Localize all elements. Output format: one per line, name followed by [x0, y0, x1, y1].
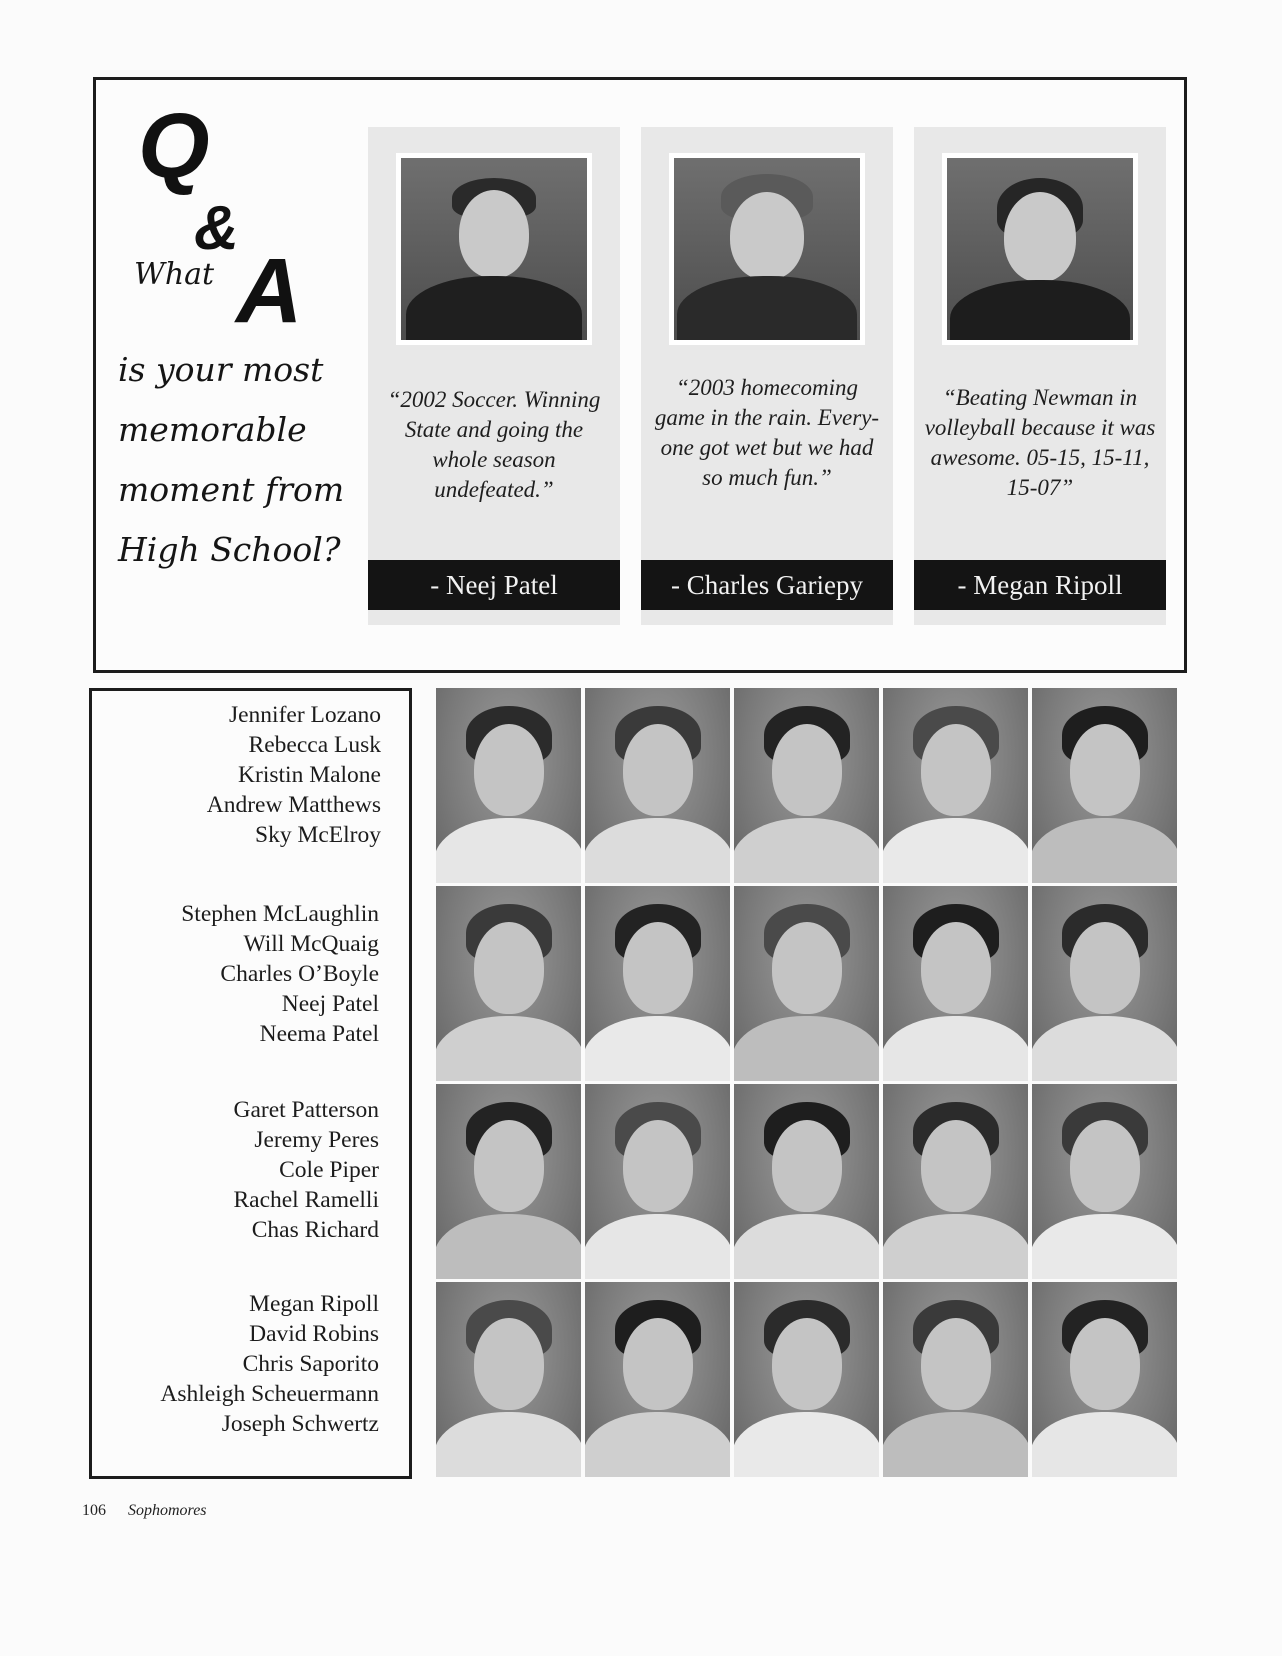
student-portrait [1032, 886, 1177, 1081]
student-name: Garet Patterson [233, 1097, 379, 1123]
qa-question-line: moment from [118, 470, 345, 509]
qa-nameplate: - Megan Ripoll [914, 560, 1166, 610]
student-name: Jeremy Peres [254, 1127, 379, 1153]
student-portrait [436, 1282, 581, 1477]
qa-quote: “2003 homecoming game in the rain. Every-one got wet but we had so much fun.” [654, 375, 880, 490]
qa-question-line: What [134, 257, 215, 292]
student-name: Jennifer Lozano [228, 702, 381, 728]
qa-photo [669, 153, 865, 345]
qa-question-rest [118, 340, 358, 580]
student-portrait [585, 1084, 730, 1279]
portrait-photo-icon [585, 886, 730, 1081]
qa-question-line: High School? [118, 530, 341, 569]
student-name: Andrew Matthews [206, 792, 381, 818]
page-footer [82, 1502, 207, 1520]
student-portrait [436, 886, 581, 1081]
student-portrait [734, 1282, 879, 1477]
student-name: Charles O’Boyle [220, 961, 379, 987]
student-portrait [883, 1282, 1028, 1477]
student-name: Cole Piper [279, 1157, 379, 1183]
student-name: Sky McElroy [255, 822, 381, 848]
section-name: Sophomores [128, 1502, 207, 1519]
portrait-photo-icon [1032, 1084, 1177, 1279]
portrait-photo-icon [734, 1084, 879, 1279]
student-name: Neema Patel [259, 1021, 379, 1047]
portrait-photo-icon [1032, 886, 1177, 1081]
qa-box [93, 77, 1187, 673]
qa-question-line: memorable [118, 410, 307, 449]
student-name: Joseph Schwertz [221, 1411, 379, 1437]
portrait-photo-icon [883, 1282, 1028, 1477]
name-group [181, 899, 379, 1049]
student-name: Chris Saporito [242, 1351, 379, 1377]
portrait-photo-icon [585, 1282, 730, 1477]
qa-panel [641, 127, 893, 625]
student-name: Will McQuaig [243, 931, 379, 957]
student-portrait [883, 688, 1028, 883]
portrait-photo-icon [883, 886, 1028, 1081]
names-box [89, 688, 412, 1479]
qa-question-line: is your most [118, 350, 324, 389]
student-name: Neej Patel [281, 991, 379, 1017]
portrait-grid [436, 688, 1188, 1480]
portrait-photo-icon [436, 1282, 581, 1477]
student-portrait [1032, 1282, 1177, 1477]
name-group [207, 700, 381, 850]
student-name: Stephen McLaughlin [181, 901, 379, 927]
student-name: Ashleigh Scheuermann [160, 1381, 379, 1407]
student-name: Kristin Malone [238, 762, 381, 788]
student-portrait [436, 688, 581, 883]
portrait-photo-icon [883, 688, 1028, 883]
student-portrait [585, 886, 730, 1081]
student-portrait [734, 688, 879, 883]
portrait-photo-icon [883, 1084, 1028, 1279]
student-name: Rebecca Lusk [248, 732, 381, 758]
qa-photo [942, 153, 1138, 345]
student-portrait [734, 886, 879, 1081]
qa-nameplate: - Charles Gariepy [641, 560, 893, 610]
qa-quote: “2002 Soccer. Winning State and going the whole season undefeated.” [387, 387, 601, 502]
portrait-photo-icon [1032, 688, 1177, 883]
qa-panel [914, 127, 1166, 625]
student-portrait [585, 1282, 730, 1477]
student-name: David Robins [249, 1321, 379, 1347]
qa-q-letter: Q [138, 95, 210, 197]
portrait-photo-icon [734, 688, 879, 883]
portrait-photo-icon [734, 1282, 879, 1477]
portrait-photo-icon [947, 158, 1133, 340]
student-portrait [1032, 1084, 1177, 1279]
qa-a-letter: A [236, 240, 303, 342]
qa-ampersand: & [194, 194, 239, 263]
student-portrait [883, 886, 1028, 1081]
portrait-photo-icon [436, 886, 581, 1081]
page-number: 106 [82, 1502, 106, 1519]
student-name: Megan Ripoll [249, 1291, 379, 1317]
portrait-photo-icon [734, 886, 879, 1081]
student-portrait [734, 1084, 879, 1279]
portrait-photo-icon [436, 688, 581, 883]
student-portrait [585, 688, 730, 883]
qa-panel [368, 127, 620, 625]
portrait-photo-icon [436, 1084, 581, 1279]
qa-nameplate: - Neej Patel [368, 560, 620, 610]
student-portrait [436, 1084, 581, 1279]
student-name: Chas Richard [251, 1217, 379, 1243]
portrait-photo-icon [585, 1084, 730, 1279]
portrait-photo-icon [1032, 1282, 1177, 1477]
qa-quote: “Beating Newman in volleyball because it was awesome. 05-15, 15-11, 15-07” [924, 385, 1156, 500]
portrait-photo-icon [585, 688, 730, 883]
student-name: Rachel Ramelli [233, 1187, 379, 1213]
student-portrait [883, 1084, 1028, 1279]
portrait-photo-icon [401, 158, 587, 340]
portrait-photo-icon [674, 158, 860, 340]
name-group [160, 1289, 379, 1439]
qa-photo [396, 153, 592, 345]
name-group [233, 1095, 379, 1245]
student-portrait [1032, 688, 1177, 883]
